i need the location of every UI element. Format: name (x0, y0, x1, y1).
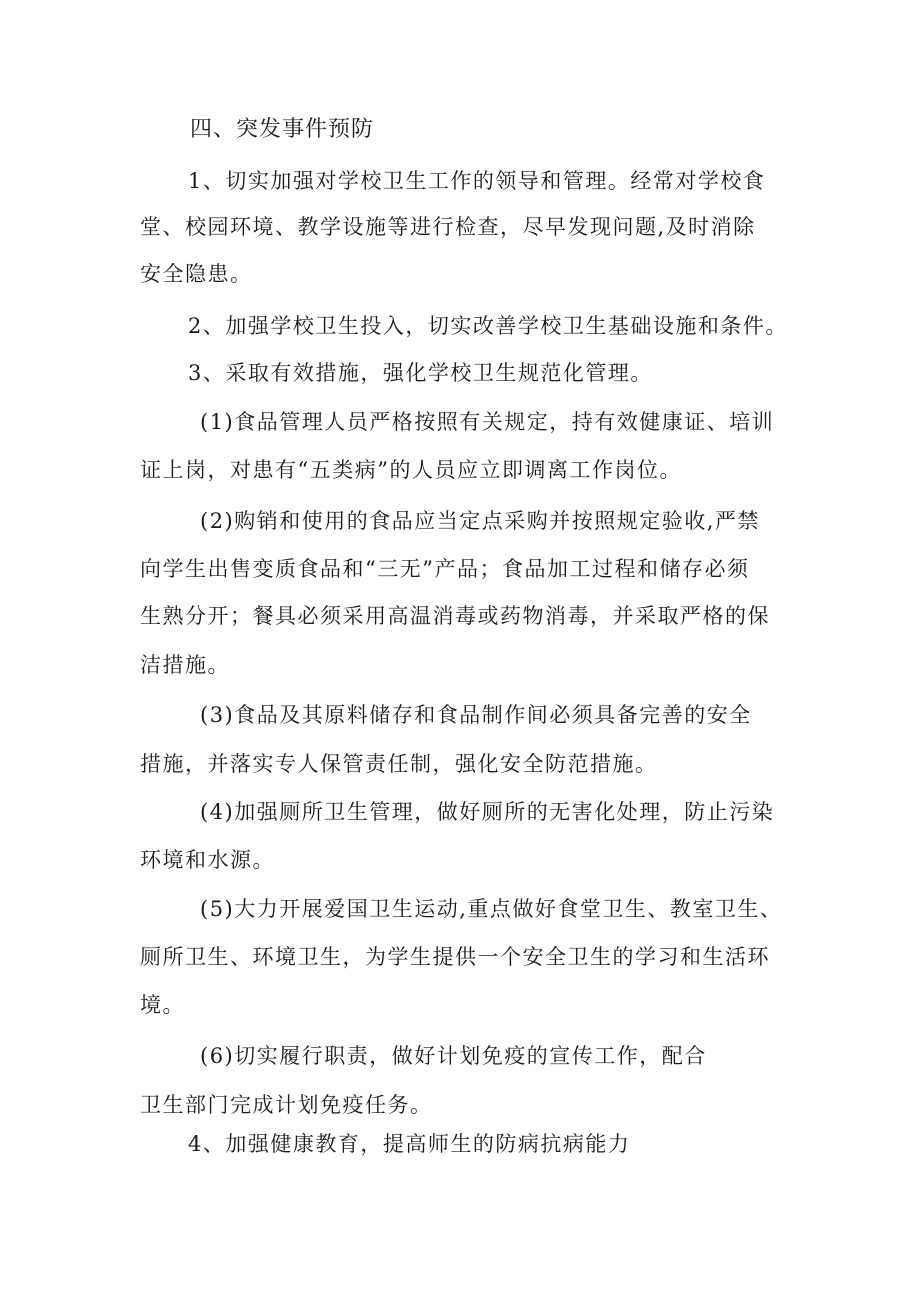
sub2-line3: 生熟分开；餐具必须采用高温消毒或药物消毒，并采取严格的保 (140, 604, 770, 628)
sub2-line1: (2)购销和使用的食品应当定点采购并按照规定验收,严禁 (200, 509, 760, 533)
sub2-line4: 洁措施。 (140, 653, 230, 677)
sub4-line2: 环境和水源。 (140, 848, 275, 872)
sub1-line2: 证上岗，对患有“五类病”的人员应立即调离工作岗位。 (140, 458, 682, 482)
sub3-line1: (3)食品及其原料储存和食品制作间必须具备完善的安全 (200, 703, 752, 727)
sub5-line2: 厕所卫生、环境卫生，为学生提供一个安全卫生的学习和生活环 (140, 945, 770, 969)
sub4-line1: (4)加强厕所卫生管理，做好厕所的无害化处理，防止污染 (200, 800, 775, 824)
sub5-line3: 境。 (140, 993, 185, 1017)
item4-line1: 4、加强健康教育，提高师生的防病抗病能力 (188, 1132, 631, 1156)
sub3-line2: 措施，并落实专人保管责任制，强化安全防范措施。 (140, 752, 658, 776)
item2-line1: 2、加强学校卫生投入，切实改善学校卫生基础设施和条件。 (188, 314, 788, 338)
sub6-line1: (6)切实履行职责，做好计划免疫的宣传工作，配合 (200, 1044, 707, 1068)
item1-line2: 堂、校园环境、教学设施等进行检查，尽早发现问题,及时消除 (140, 215, 756, 239)
item1-line1: 1、切实加强对学校卫生工作的领导和管理。经常对学校食 (188, 169, 766, 193)
sub5-line1: (5)大力开展爱国卫生运动,重点做好食堂卫生、教室卫生、 (200, 897, 783, 921)
section-heading: 四、突发事件预防 (190, 117, 375, 142)
item1-line3: 安全隐患。 (140, 262, 253, 286)
sub1-line1: (1)食品管理人员严格按照有关规定，持有效健康证、培训 (200, 410, 775, 434)
item3-line1: 3、采取有效措施，强化学校卫生规范化管理。 (188, 361, 653, 385)
sub6-line2: 卫生部门完成计划免疫任务。 (140, 1093, 433, 1117)
sub2-line2: 向学生出售变质食品和“三无”产品；食品加工过程和储存必须 (140, 557, 750, 581)
